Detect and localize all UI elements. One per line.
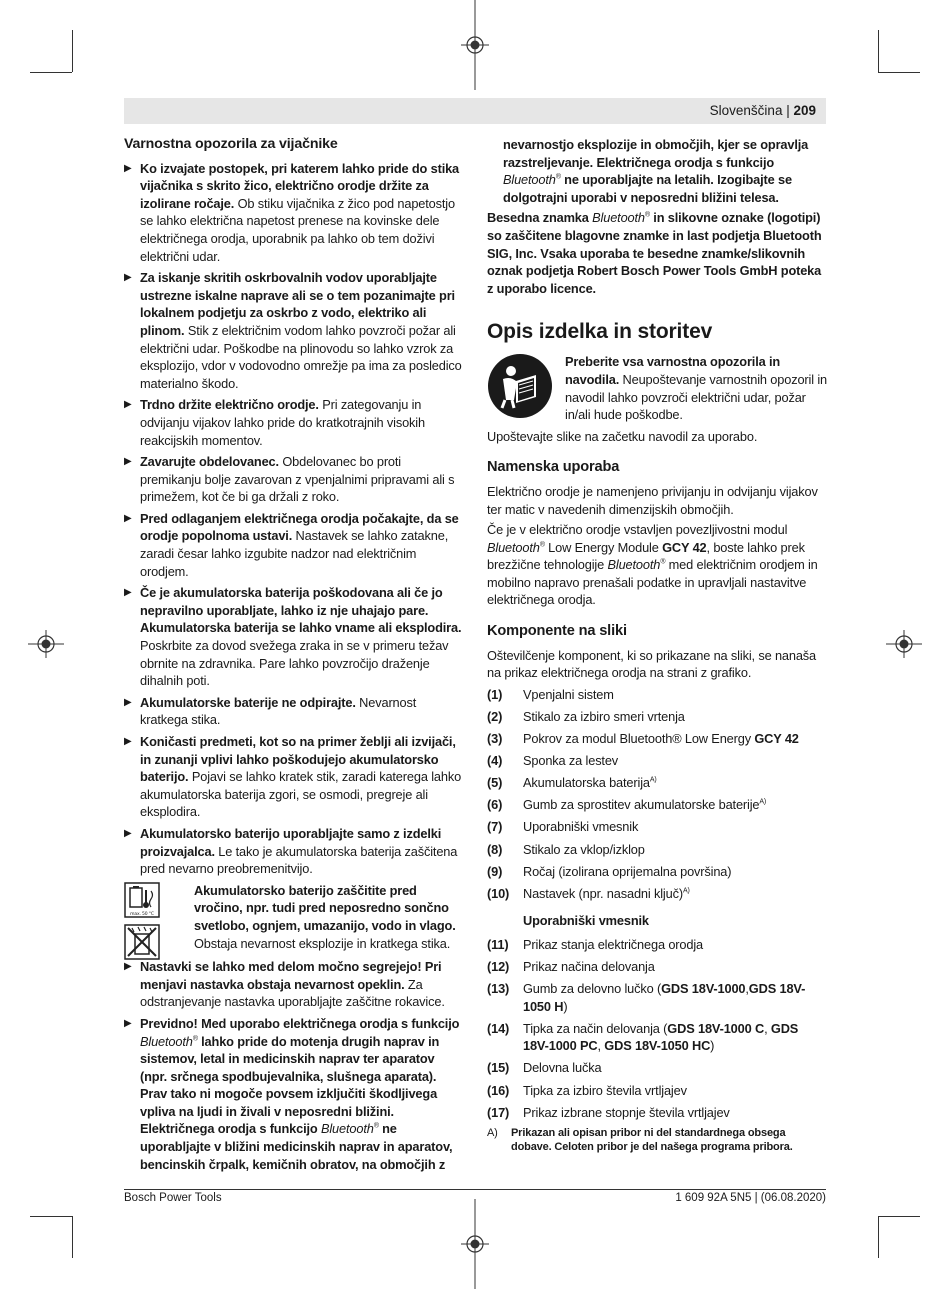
item-number: (9)	[487, 863, 503, 879]
item-text: Stikalo za vklop/izklop	[523, 841, 645, 857]
list-item	[487, 774, 827, 792]
bullet-text: Ob stiku vijačnika z žico pod napetostjo se lahko električna napetost prenese na kovinske dele električnega orodja, uporabnik pa lahko ob tem doživi električni udar.	[140, 195, 455, 264]
list-item	[487, 936, 827, 954]
item-number: (7)	[487, 819, 503, 835]
bullet-text: Le tako je akumulatorska baterija zaščitena pred nevarno preobremenitvijo.	[140, 843, 458, 877]
item-text: Stikalo za izbiro smeri vrtenja	[523, 708, 685, 724]
footnote-text: Prikazan ali opisan pribor ni del standardnega obsega dobave. Celoten pribor je del našega programa pribora.	[511, 1126, 793, 1153]
item-text: Prikaz izbrane stopnje števila vrtljajev	[523, 1104, 730, 1120]
item-number: (12)	[487, 958, 510, 974]
read-instructions-warning	[487, 353, 827, 423]
bluetooth-term: Bluetooth®	[503, 172, 561, 188]
registration-mark-icon	[461, 1199, 489, 1289]
safety-bullet	[124, 510, 462, 580]
battery-heat-icon	[124, 882, 160, 918]
item-text: Pokrov za modul Bluetooth® Low Energy GCY 42	[523, 731, 799, 747]
page-number: 209	[793, 103, 816, 118]
bullet-text: Pri zategovanju in odvijanju vijakov lahko pride do kratkotrajnih visokih reakcijskih momentov.	[140, 397, 425, 448]
header-language: Slovenščina	[709, 103, 783, 118]
item-text: Vpenjalni sistem	[523, 686, 614, 702]
footnote	[487, 1126, 827, 1154]
bullet-bold: Če je akumulatorska baterija poškodovana ali če jo nepravilno uporabljate, lahko iz nje uhajajo pare. Akumulatorska baterija se lahko vname ali eksplodira.	[140, 585, 462, 636]
battery-warning-text: Obstaja nevarnost eksplozije in kratkega stika.	[194, 935, 451, 951]
item-number: (14)	[487, 1020, 510, 1036]
list-item	[487, 885, 827, 903]
item-text: Ročaj (izolirana oprijemalna površina)	[523, 863, 732, 879]
bullet-bold: Koničasti predmeti, kot so na primer žeblji ali izvijači, in zunanji vplivi lahko poškodujejo akumulatorsko baterijo.	[140, 734, 456, 785]
section-title-intended-use: Namenska uporaba	[487, 459, 620, 476]
bullet-bold: Zavarujte obdelovanec.	[140, 454, 279, 470]
item-text: Nastavek (npr. nasadni ključ)$^{A)}$	[523, 885, 690, 901]
left-bullets	[124, 160, 462, 878]
item-number: (5)	[487, 775, 503, 791]
list-item	[487, 818, 827, 836]
registration-mark-icon	[461, 0, 489, 90]
bullet-bold: Akumulatorske baterije ne odpirajte.	[140, 694, 356, 710]
section-title-components: Komponente na sliki	[487, 623, 627, 640]
list-item	[487, 1104, 827, 1122]
bluetooth-warning-continued: nevarnostjo eksplozije in območjih, kjer se opravlja razstreljevanje. Električnega orodja s funkcijo Bluetooth® ne uporabljajte na letalih. Izogibajte se dolgotrajni uporabi v neposredni bližini telesa.	[503, 137, 809, 205]
item-text: Tipka za način delovanja (GDS 18V-1000 C, GDS 18V-1000 PC, GDS 18V-1050 HC)	[523, 1020, 799, 1054]
bullet-bold: Previdno! Med uporabo električnega orodja s funkcijo	[140, 1015, 460, 1031]
item-number: (11)	[487, 936, 509, 952]
footnote-mark: A)	[487, 1126, 498, 1139]
trim-line	[878, 1216, 879, 1258]
trim-line	[30, 72, 72, 73]
item-text: Gumb za delovno lučko (GDS 18V-1000,GDS 18V-1050 H)	[523, 981, 806, 1014]
item-number: (10)	[487, 885, 510, 901]
read-warning-bold: Preberite vsa varnostna opozorila in navodila.	[565, 354, 781, 387]
item-text: Prikaz načina delovanja	[523, 958, 655, 974]
item-number: (3)	[487, 731, 503, 747]
bullet-bold: Ko izvajate postopek, pri katerem lahko pride do stika vijačnika s skrito žico, električno orodje držite za izolirane ročaje.	[140, 160, 460, 211]
safety-bullet	[124, 396, 462, 449]
registration-mark-icon	[28, 630, 64, 658]
list-item	[487, 730, 827, 748]
list-item	[487, 980, 827, 1015]
ui-items-list	[487, 936, 827, 1121]
bluetooth-term: Bluetooth®	[487, 539, 545, 555]
trademark-notice: Besedna znamka Bluetooth® in slikovne oznake (logotipi) so zaščitene blagovne znamke in last podjetja Bluetooth SIG, Inc. Vsaka uporaba te besedne znamke/slikovnih oznak podjetja Robert Bosch Power Tools GmbH poteka z uporabo licence.	[487, 210, 822, 296]
bullet-text: Za odstranjevanje nastavka uporabljajte zaščitne rokavice.	[140, 976, 445, 1010]
components-intro: Oštevilčenje komponent, ki so prikazane na sliki, se nanaša na prikaz električnega orodja na strani z grafiko.	[487, 647, 817, 681]
battery-water-prohibited-icon	[124, 924, 160, 960]
trim-line	[878, 72, 920, 73]
right-column	[487, 136, 827, 1154]
battery-warning	[124, 882, 462, 952]
bluetooth-term: Bluetooth®	[607, 557, 666, 573]
list-item	[487, 863, 827, 881]
bullet-text: Pojavi se lahko kratek stik, zaradi katerega lahko akumulatorska baterija zgori, se osmodi, pregreje ali eksplodira.	[140, 769, 462, 820]
safety-bullet	[124, 269, 462, 392]
page-header	[124, 98, 826, 124]
list-item	[487, 841, 827, 859]
components-list	[487, 686, 827, 902]
read-manual-icon	[487, 353, 553, 419]
subsection-title-user-interface: Uporabniški vmesnik	[523, 913, 649, 929]
item-number: (8)	[487, 841, 503, 857]
item-text: Gumb za sprostitev akumulatorske baterije$^{A)}$	[523, 797, 767, 813]
list-item	[487, 958, 827, 976]
item-number: (6)	[487, 797, 503, 813]
list-item	[487, 1020, 827, 1055]
safety-bullet	[124, 733, 462, 821]
item-number: (1)	[487, 686, 503, 702]
bullet-bold: Akumulatorsko baterijo uporabljajte samo z izdelki proizvajalca.	[140, 825, 442, 859]
safety-bullet	[124, 160, 462, 266]
safety-bullet	[124, 825, 462, 878]
figures-note: Upoštevajte slike na začetku navodil za uporabo.	[487, 428, 758, 444]
footer-brand: Bosch Power Tools	[124, 1192, 222, 1204]
trim-line	[30, 1216, 72, 1217]
battery-warning-icons	[124, 882, 162, 965]
bullet-text: Nevarnost kratkega stika.	[140, 694, 417, 728]
bullet-bold: Trdno držite električno orodje.	[140, 397, 319, 413]
bluetooth-term: Bluetooth®	[140, 1033, 198, 1049]
bullet-text: Poskrbite za dovod svežega zraka in se v primeru težav obrnite na zdravnika. Pare lahko povzročijo draženje dihalnih poti.	[140, 638, 449, 689]
header-text: Slovenščina | 209	[709, 103, 816, 118]
list-item	[487, 686, 827, 704]
list-item	[487, 1059, 827, 1077]
safety-bullet	[124, 584, 462, 690]
bullet-bluetooth-caution	[124, 1015, 462, 1173]
footer-divider	[124, 1189, 826, 1190]
footer-doc-number: 1 609 92A 5N5 | (06.08.2020)	[675, 1192, 826, 1204]
item-number: (13)	[487, 981, 510, 997]
battery-temp-label: max. 50 °C	[130, 911, 154, 917]
trim-line	[878, 1216, 920, 1217]
registration-mark-icon	[886, 630, 922, 658]
list-item	[487, 708, 827, 726]
bullet-text: Obdelovanec bo proti premikanju bolje zavarovan z vpenjalnimi pripravami ali s primežem, kot če bi ga držali z roko.	[140, 454, 455, 505]
item-number: (16)	[487, 1082, 510, 1098]
bluetooth-term: Bluetooth®	[320, 1121, 379, 1137]
item-text: Delovna lučka	[523, 1060, 602, 1076]
safety-bullet	[124, 453, 462, 506]
bullet-text: Nastavek se lahko zatakne, zaradi česar lahko izgubite nadzor nad električnim orodjem.	[140, 528, 449, 579]
left-column	[124, 136, 462, 1177]
intended-use-paragraph: Električno orodje je namenjeno privijanju in odvijanju vijakov ter matic v navedenih dimenzijskih območjih.	[487, 483, 818, 517]
item-text: Sponka za lestev	[523, 753, 619, 769]
safety-bullet	[124, 694, 462, 729]
read-warning-text: Neupoštevanje varnostnih opozoril in navodil lahko povzroči električni udar, požar in/ali hude poškodbe.	[565, 371, 827, 423]
item-text: Akumulatorska baterija$^{A)}$	[523, 775, 657, 791]
bullet-attachment-heat	[124, 958, 462, 1011]
item-number: (17)	[487, 1104, 510, 1120]
bullet-bold: Nastavki se lahko med delom močno segrejejo! Pri menjavi nastavka obstaja nevarnost opeklin.	[140, 959, 442, 992]
section-title-screwdriver-safety: Varnostna opozorila za vijačnike	[124, 136, 338, 152]
battery-warning-bold: Akumulatorsko baterijo zaščitite pred vročino, npr. tudi pred neposredno sončno svetlobo, ognjem, umazanijo, vodo in vlago.	[194, 882, 456, 933]
item-number: (2)	[487, 708, 503, 724]
bullet-bold: Za iskanje skritih oskrbovalnih vodov uporabljajte ustrezne iskalne naprave ali se o tem pozanimajte pri lokalnem podjetju za oskrbo z vodo, elektriko ali plinom.	[140, 270, 455, 338]
list-item	[487, 1082, 827, 1100]
bullet-bold: ne uporabljajte v bližini medicinskih naprav in aparatov, bencinskih črpalk, kemičnih obratov, na območjih z	[140, 1121, 453, 1172]
trim-line	[72, 30, 73, 72]
bullet-bold: lahko pride do motenja drugih naprav in sistemov, letal in medicinskih naprav ter aparatov (npr. srčnega spodbujevalnika, slušnega aparata). Prav tako ni mogoče povsem izključiti škodljivega vpliva na ljudi in živali v neposredni bližini. Električnega orodja s funkcijo	[140, 1033, 440, 1137]
trim-line	[878, 30, 879, 72]
bluetooth-term: Bluetooth®	[592, 210, 650, 226]
bullet-text: Stik z električnim vodom lahko povzroči požar ali električni udar. Poškodbe na plinovodu so lahko vzrok za eksplozijo, vdor v vodovodno omrežje pa ima za posledico materialno škodo.	[140, 322, 462, 391]
item-number: (15)	[487, 1060, 510, 1076]
section-title-product-description: Opis izdelka in storitev	[487, 320, 713, 344]
item-text: Tipka za izbiro števila vrtljajev	[523, 1082, 687, 1098]
list-item	[487, 796, 827, 814]
list-item	[487, 752, 827, 770]
trim-line	[72, 1216, 73, 1258]
item-number: (4)	[487, 753, 503, 769]
item-text: Prikaz stanja električnega orodja	[523, 936, 703, 952]
bluetooth-module-paragraph: Če je v električno orodje vstavljen povezljivostni modul Bluetooth® Low Energy Module GCY 42, boste lahko prek brezžične tehnologije Bluetooth® med električnim orodjem in mobilno napravo prenašali podatke in upravljali nastavitve električnega orodja.	[487, 522, 818, 608]
item-text: Uporabniški vmesnik	[523, 819, 639, 835]
bullet-bold: Pred odlaganjem električnega orodja počakajte, da se orodje popolnoma ustavi.	[140, 510, 459, 544]
